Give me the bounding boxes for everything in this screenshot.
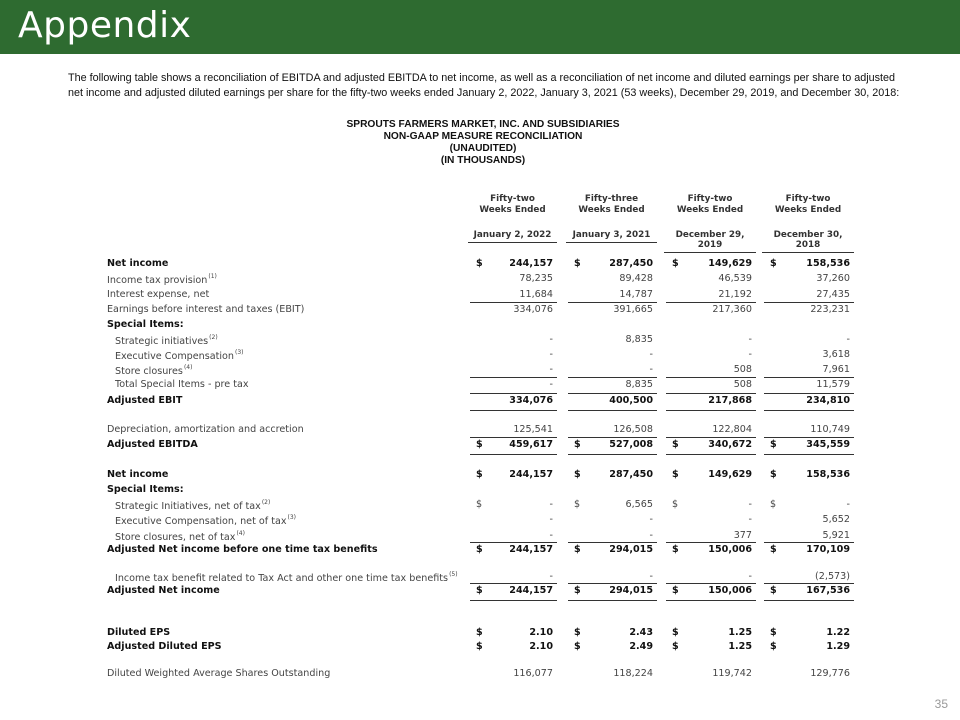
table-cell: 217,360 — [712, 304, 752, 315]
table-cell: 116,077 — [513, 668, 553, 679]
row-label-text: Total Special Items - pre tax — [115, 379, 249, 390]
row-label — [107, 641, 222, 652]
table-cell: 3,618 — [822, 349, 850, 360]
unaudited-label: (UNAUDITED) — [449, 143, 517, 154]
table-cell: 2.10 — [529, 641, 553, 652]
row-label — [107, 585, 220, 596]
table-cell: 5,652 — [822, 514, 850, 525]
underline-rule — [764, 437, 854, 438]
table-cell: 118,224 — [613, 668, 653, 679]
table-cell: - — [748, 571, 752, 582]
table-cell: 110,749 — [810, 424, 850, 435]
table-cell: 119,742 — [712, 668, 752, 679]
column-header-line: Fifty-two — [687, 194, 733, 204]
table-cell: 294,015 — [609, 544, 653, 555]
table-cell: (2,573) — [815, 571, 850, 582]
row-label-text: Income tax benefit related to Tax Act and other one time tax benefits — [115, 573, 449, 584]
underline-rule — [568, 393, 657, 394]
footnote-marker: (5) — [449, 571, 458, 578]
table-cell: - — [549, 499, 553, 510]
table-cell: - — [649, 364, 653, 375]
column-header-line: Fifty-two — [785, 194, 831, 204]
underline-rule — [568, 600, 657, 601]
currency-symbol: $ — [574, 499, 581, 510]
currency-symbol: $ — [574, 585, 581, 596]
currency-symbol: $ — [672, 641, 679, 652]
table-cell: 294,015 — [609, 585, 653, 596]
footnote-marker: (2) — [261, 499, 271, 506]
row-label-text: Strategic initiatives — [115, 336, 209, 347]
currency-symbol: $ — [770, 641, 777, 652]
table-cell: 244,157 — [509, 585, 553, 596]
underline-rule — [764, 542, 854, 543]
row-label-text: Store closures — [115, 366, 183, 377]
underline-rule — [568, 437, 657, 438]
column-header-line: Weeks Ended — [676, 205, 744, 215]
column-header — [762, 194, 854, 216]
row-label — [115, 530, 245, 543]
table-cell: 126,508 — [613, 424, 653, 435]
underline-rule — [666, 302, 756, 303]
underline-rule — [666, 437, 756, 438]
row-label-text: Adjusted EBITDA — [107, 439, 198, 450]
underline-rule — [470, 393, 557, 394]
table-cell: - — [549, 379, 553, 390]
table-cell: 217,868 — [708, 395, 752, 406]
underline-rule — [666, 393, 756, 394]
table-cell: 391,665 — [613, 304, 653, 315]
row-label-text: Net income — [107, 258, 169, 269]
table-cell: - — [649, 530, 653, 541]
table-cell: 27,435 — [816, 289, 850, 300]
currency-symbol: $ — [476, 544, 483, 555]
table-cell: 149,629 — [708, 258, 752, 269]
column-header-line: Fifty-two — [490, 194, 535, 204]
row-label-text: Adjusted Net income before one time tax benefits — [107, 544, 378, 555]
currency-symbol: $ — [574, 641, 581, 652]
row-label-text: Earnings before interest and taxes (EBIT) — [107, 304, 305, 315]
currency-symbol: $ — [476, 499, 483, 510]
column-date: January 2, 2022 — [468, 230, 557, 243]
currency-symbol: $ — [672, 585, 679, 596]
underline-rule — [764, 302, 854, 303]
currency-symbol: $ — [770, 499, 777, 510]
row-label — [107, 289, 209, 300]
row-label — [115, 379, 249, 390]
row-label — [107, 304, 304, 315]
underline-rule — [764, 600, 854, 601]
row-label-text: Interest expense, net — [107, 289, 210, 300]
underline-rule — [568, 542, 657, 543]
underline-rule — [764, 583, 854, 584]
row-label-text: Special Items: — [107, 319, 184, 330]
currency-symbol: $ — [770, 439, 777, 450]
table-cell: - — [748, 514, 752, 525]
underline-rule — [470, 583, 557, 584]
table-cell: 244,157 — [509, 469, 553, 480]
column-date: January 3, 2021 — [566, 230, 657, 243]
column-date: December 30, 2018 — [762, 230, 854, 253]
underline-rule — [568, 454, 657, 455]
table-cell: 340,672 — [708, 439, 752, 450]
table-cell: 167,536 — [806, 585, 850, 596]
row-label-text: Income tax provision — [107, 275, 208, 286]
table-cell: 125,541 — [513, 424, 553, 435]
row-label-text: Adjusted EBIT — [107, 395, 183, 406]
table-cell: 234,810 — [806, 395, 850, 406]
table-cell: - — [748, 334, 752, 345]
table-cell: 170,109 — [806, 544, 850, 555]
table-cell: 508 — [733, 364, 752, 375]
row-label-text: Adjusted Net income — [107, 585, 220, 596]
table-cell: - — [549, 349, 553, 360]
table-cell: 149,629 — [708, 469, 752, 480]
table-cell: 244,157 — [509, 258, 553, 269]
row-label — [107, 319, 184, 330]
row-label — [115, 571, 458, 584]
table-cell: 287,450 — [609, 469, 653, 480]
underline-rule — [568, 583, 657, 584]
table-cell: 2.43 — [629, 627, 653, 638]
row-label — [115, 499, 270, 512]
row-label-text: Diluted EPS — [107, 627, 171, 638]
table-cell: 5,921 — [822, 530, 850, 541]
underline-rule — [470, 542, 557, 543]
row-label — [115, 364, 192, 377]
row-label-text: Net income — [107, 469, 169, 480]
company-name: SPROUTS FARMERS MARKET, INC. AND SUBSIDIARIES — [346, 119, 620, 130]
table-cell: 334,076 — [509, 395, 553, 406]
table-cell: - — [549, 514, 553, 525]
table-cell: - — [549, 334, 553, 345]
intro-paragraph: The following table shows a reconciliation of EBITDA and adjusted EBITDA to net income, as well as a reconciliation of net income and diluted earnings per share to adjusted net income and adjusted diluted earnings per share for the fifty-two weeks ended January 2, 2022, January 3, 2021 (53 weeks), December 29, 2019, and December 30, 2018: — [68, 72, 900, 99]
currency-symbol: $ — [770, 258, 777, 269]
row-label — [107, 258, 168, 269]
row-label — [107, 424, 304, 435]
table-cell: 158,536 — [806, 258, 850, 269]
row-label-text: Diluted Weighted Average Shares Outstanding — [107, 668, 331, 679]
currency-symbol: $ — [770, 544, 777, 555]
table-cell: 78,235 — [519, 273, 553, 284]
row-label — [107, 469, 168, 480]
row-label-text: Executive Compensation, net of tax — [115, 516, 287, 527]
row-label — [107, 627, 170, 638]
table-cell: 11,579 — [816, 379, 850, 390]
column-header — [664, 194, 756, 216]
currency-symbol: $ — [574, 469, 581, 480]
row-label — [107, 439, 198, 450]
row-label — [107, 395, 182, 406]
table-cell: 37,260 — [816, 273, 850, 284]
table-cell: 6,565 — [625, 499, 653, 510]
row-label-text: Strategic Initiatives, net of tax — [115, 501, 261, 512]
row-label — [115, 349, 244, 362]
table-cell: 8,835 — [625, 334, 653, 345]
table-cell: 150,006 — [708, 585, 752, 596]
row-label-text: Store closures, net of tax — [115, 532, 236, 543]
table-cell: 287,450 — [609, 258, 653, 269]
currency-symbol: $ — [574, 627, 581, 638]
currency-symbol: $ — [672, 258, 679, 269]
table-cell: 459,617 — [509, 439, 553, 450]
currency-symbol: $ — [770, 627, 777, 638]
currency-symbol: $ — [672, 439, 679, 450]
underline-rule — [764, 377, 854, 378]
table-cell: 89,428 — [619, 273, 653, 284]
underline-rule — [568, 302, 657, 303]
column-header — [468, 194, 557, 216]
column-header — [566, 194, 657, 216]
footnote-marker: (2) — [209, 334, 218, 341]
underline-rule — [666, 583, 756, 584]
table-cell: 8,835 — [625, 379, 653, 390]
table-cell: 46,539 — [718, 273, 752, 284]
underline-rule — [568, 410, 657, 411]
units-label: (IN THOUSANDS) — [440, 155, 526, 166]
underline-rule — [470, 410, 557, 411]
table-cell: - — [549, 530, 553, 541]
table-cell: 150,006 — [708, 544, 752, 555]
underline-rule — [764, 410, 854, 411]
table-cell: 1.25 — [728, 627, 752, 638]
report-name: NON-GAAP MEASURE RECONCILIATION — [383, 131, 583, 142]
row-label — [107, 668, 330, 679]
table-cell: 21,192 — [718, 289, 752, 300]
column-header-line: Fifty-three — [584, 194, 639, 204]
currency-symbol: $ — [476, 439, 483, 450]
underline-rule — [470, 302, 557, 303]
table-cell: 400,500 — [609, 395, 653, 406]
table-cell: - — [748, 349, 752, 360]
currency-symbol: $ — [574, 544, 581, 555]
table-cell: - — [649, 514, 653, 525]
footnote-marker: (3) — [235, 349, 244, 356]
footnote-marker: (4) — [183, 364, 193, 371]
underline-rule — [568, 377, 657, 378]
table-cell: 244,157 — [509, 544, 553, 555]
underline-rule — [470, 377, 557, 378]
currency-symbol: $ — [476, 585, 483, 596]
currency-symbol: $ — [770, 469, 777, 480]
page-number: 35 — [934, 697, 948, 711]
currency-symbol: $ — [672, 627, 679, 638]
underline-rule — [666, 410, 756, 411]
table-cell: - — [846, 499, 850, 510]
underline-rule — [470, 600, 557, 601]
currency-symbol: $ — [574, 258, 581, 269]
row-label — [115, 334, 218, 347]
table-cell: 11,684 — [519, 289, 553, 300]
footnote-marker: (4) — [236, 530, 245, 537]
row-label — [107, 484, 184, 495]
footnote-marker: (1) — [208, 273, 217, 280]
currency-symbol: $ — [476, 258, 483, 269]
currency-symbol: $ — [770, 585, 777, 596]
row-label — [107, 544, 378, 555]
underline-rule — [666, 542, 756, 543]
underline-rule — [666, 377, 756, 378]
currency-symbol: $ — [476, 469, 483, 480]
table-cell: 1.29 — [826, 641, 850, 652]
underline-rule — [470, 454, 557, 455]
underline-rule — [666, 454, 756, 455]
column-date: December 29, 2019 — [664, 230, 756, 253]
currency-symbol: $ — [672, 499, 679, 510]
table-cell: 334,076 — [513, 304, 553, 315]
row-label-text: Executive Compensation — [115, 351, 234, 362]
table-cell: 508 — [733, 379, 752, 390]
table-cell: - — [649, 571, 653, 582]
table-cell: 129,776 — [810, 668, 850, 679]
column-header-line: Weeks Ended — [479, 205, 546, 215]
table-cell: 527,008 — [609, 439, 653, 450]
column-header-line: Weeks Ended — [774, 205, 842, 215]
page-title: Appendix — [18, 5, 192, 46]
row-label-text: Adjusted Diluted EPS — [107, 641, 222, 652]
footnote-marker: (3) — [287, 514, 297, 521]
row-label — [115, 514, 296, 527]
table-cell: 14,787 — [619, 289, 653, 300]
underline-rule — [764, 454, 854, 455]
row-label-text: Depreciation, amortization and accretion — [107, 424, 304, 435]
column-header-line: Weeks Ended — [578, 205, 645, 215]
currency-symbol: $ — [574, 439, 581, 450]
table-cell: 377 — [733, 530, 752, 541]
table-cell: 345,559 — [806, 439, 850, 450]
table-cell: - — [549, 364, 553, 375]
currency-symbol: $ — [476, 627, 483, 638]
currency-symbol: $ — [476, 641, 483, 652]
table-cell: 122,804 — [712, 424, 752, 435]
table-cell: - — [649, 349, 653, 360]
table-cell: 158,536 — [806, 469, 850, 480]
row-label-text: Special Items: — [107, 484, 184, 495]
table-cell: 2.10 — [529, 627, 553, 638]
table-cell: 223,231 — [810, 304, 850, 315]
table-cell: 1.22 — [826, 627, 850, 638]
currency-symbol: $ — [672, 469, 679, 480]
table-cell: 7,961 — [822, 364, 850, 375]
underline-rule — [666, 600, 756, 601]
underline-rule — [470, 437, 557, 438]
table-cell: 1.25 — [728, 641, 752, 652]
table-cell: - — [846, 334, 850, 345]
table-cell: - — [748, 499, 752, 510]
underline-rule — [764, 393, 854, 394]
table-cell: - — [549, 571, 553, 582]
table-cell: 2.49 — [629, 641, 653, 652]
row-label — [107, 273, 217, 286]
currency-symbol: $ — [672, 544, 679, 555]
